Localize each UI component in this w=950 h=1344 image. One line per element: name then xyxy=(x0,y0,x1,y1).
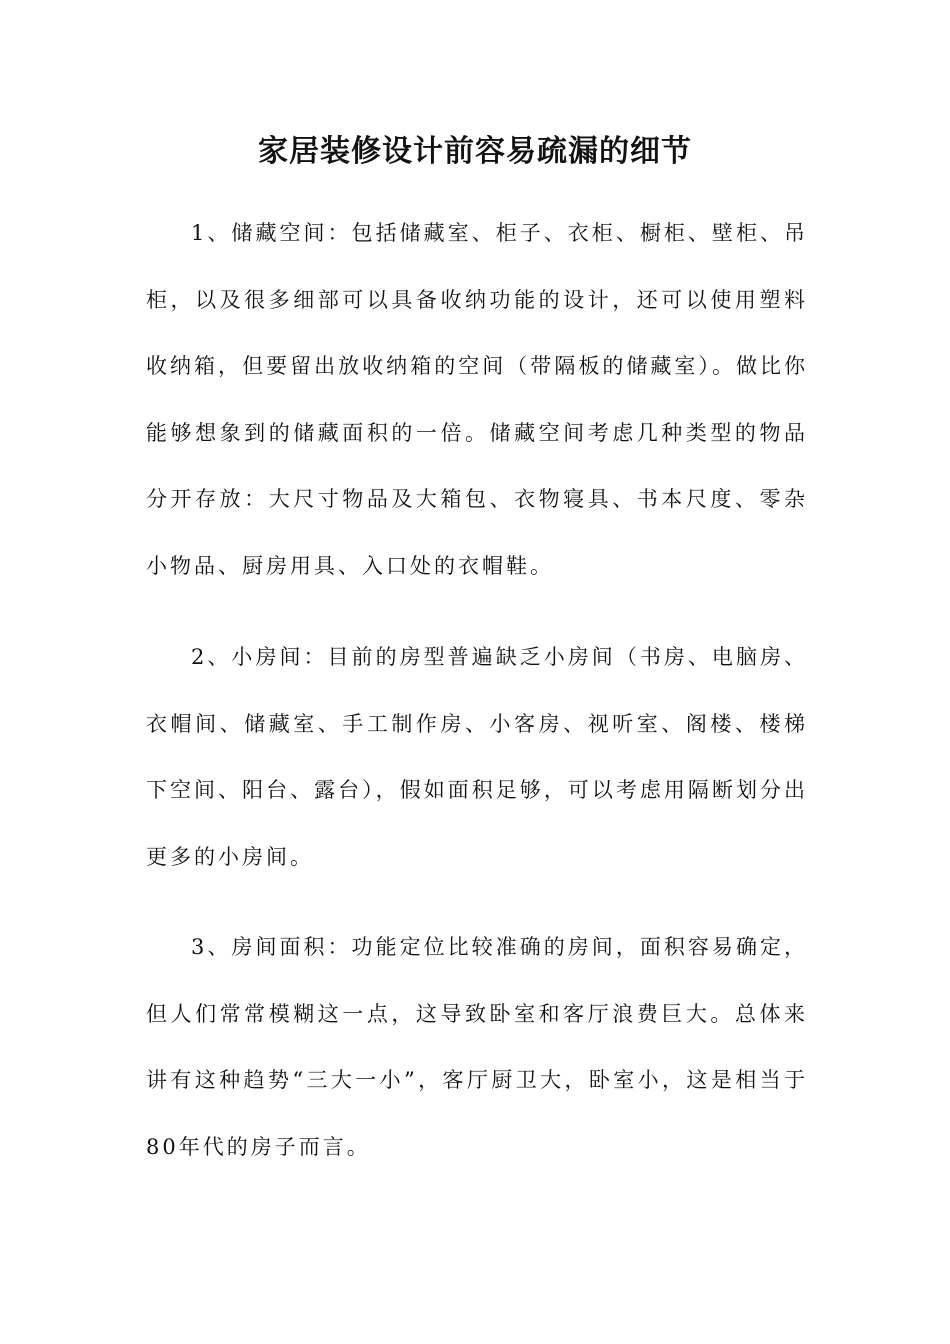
document-title: 家居装修设计前容易疏漏的细节 xyxy=(258,134,692,169)
paragraph-room-area: 3、房间面积：功能定位比较准确的房间，面积容易确定，但人们常常模糊这一点，这导致卧室和客厅浪费巨大。总体来讲有这种趋势“三大一小”，客厅厨卫大，卧室小，这是相当于80年代的房子而言。 xyxy=(146,935,808,1159)
paragraph-storage-space: 1、储藏空间：包括储藏室、柜子、衣柜、橱柜、壁柜、吊柜，以及很多细部可以具备收纳功能的设计，还可以使用塑料收纳箱，但要留出放收纳箱的空间（带隔板的储藏室）。做比你能够想象到的储藏面积的一倍。储藏空间考虑几种类型的物品分开存放：大尺寸物品及大箱包、衣物寝具、书本尺度、零杂小物品、厨房用具、入口处的衣帽鞋。 xyxy=(146,221,808,578)
paragraph-small-rooms: 2、小房间：目前的房型普遍缺乏小房间（书房、电脑房、衣帽间、储藏室、手工制作房、小客房、视听室、阁楼、楼梯下空间、阳台、露台），假如面积足够，可以考虑用隔断划分出更多的小房间。 xyxy=(146,645,808,869)
